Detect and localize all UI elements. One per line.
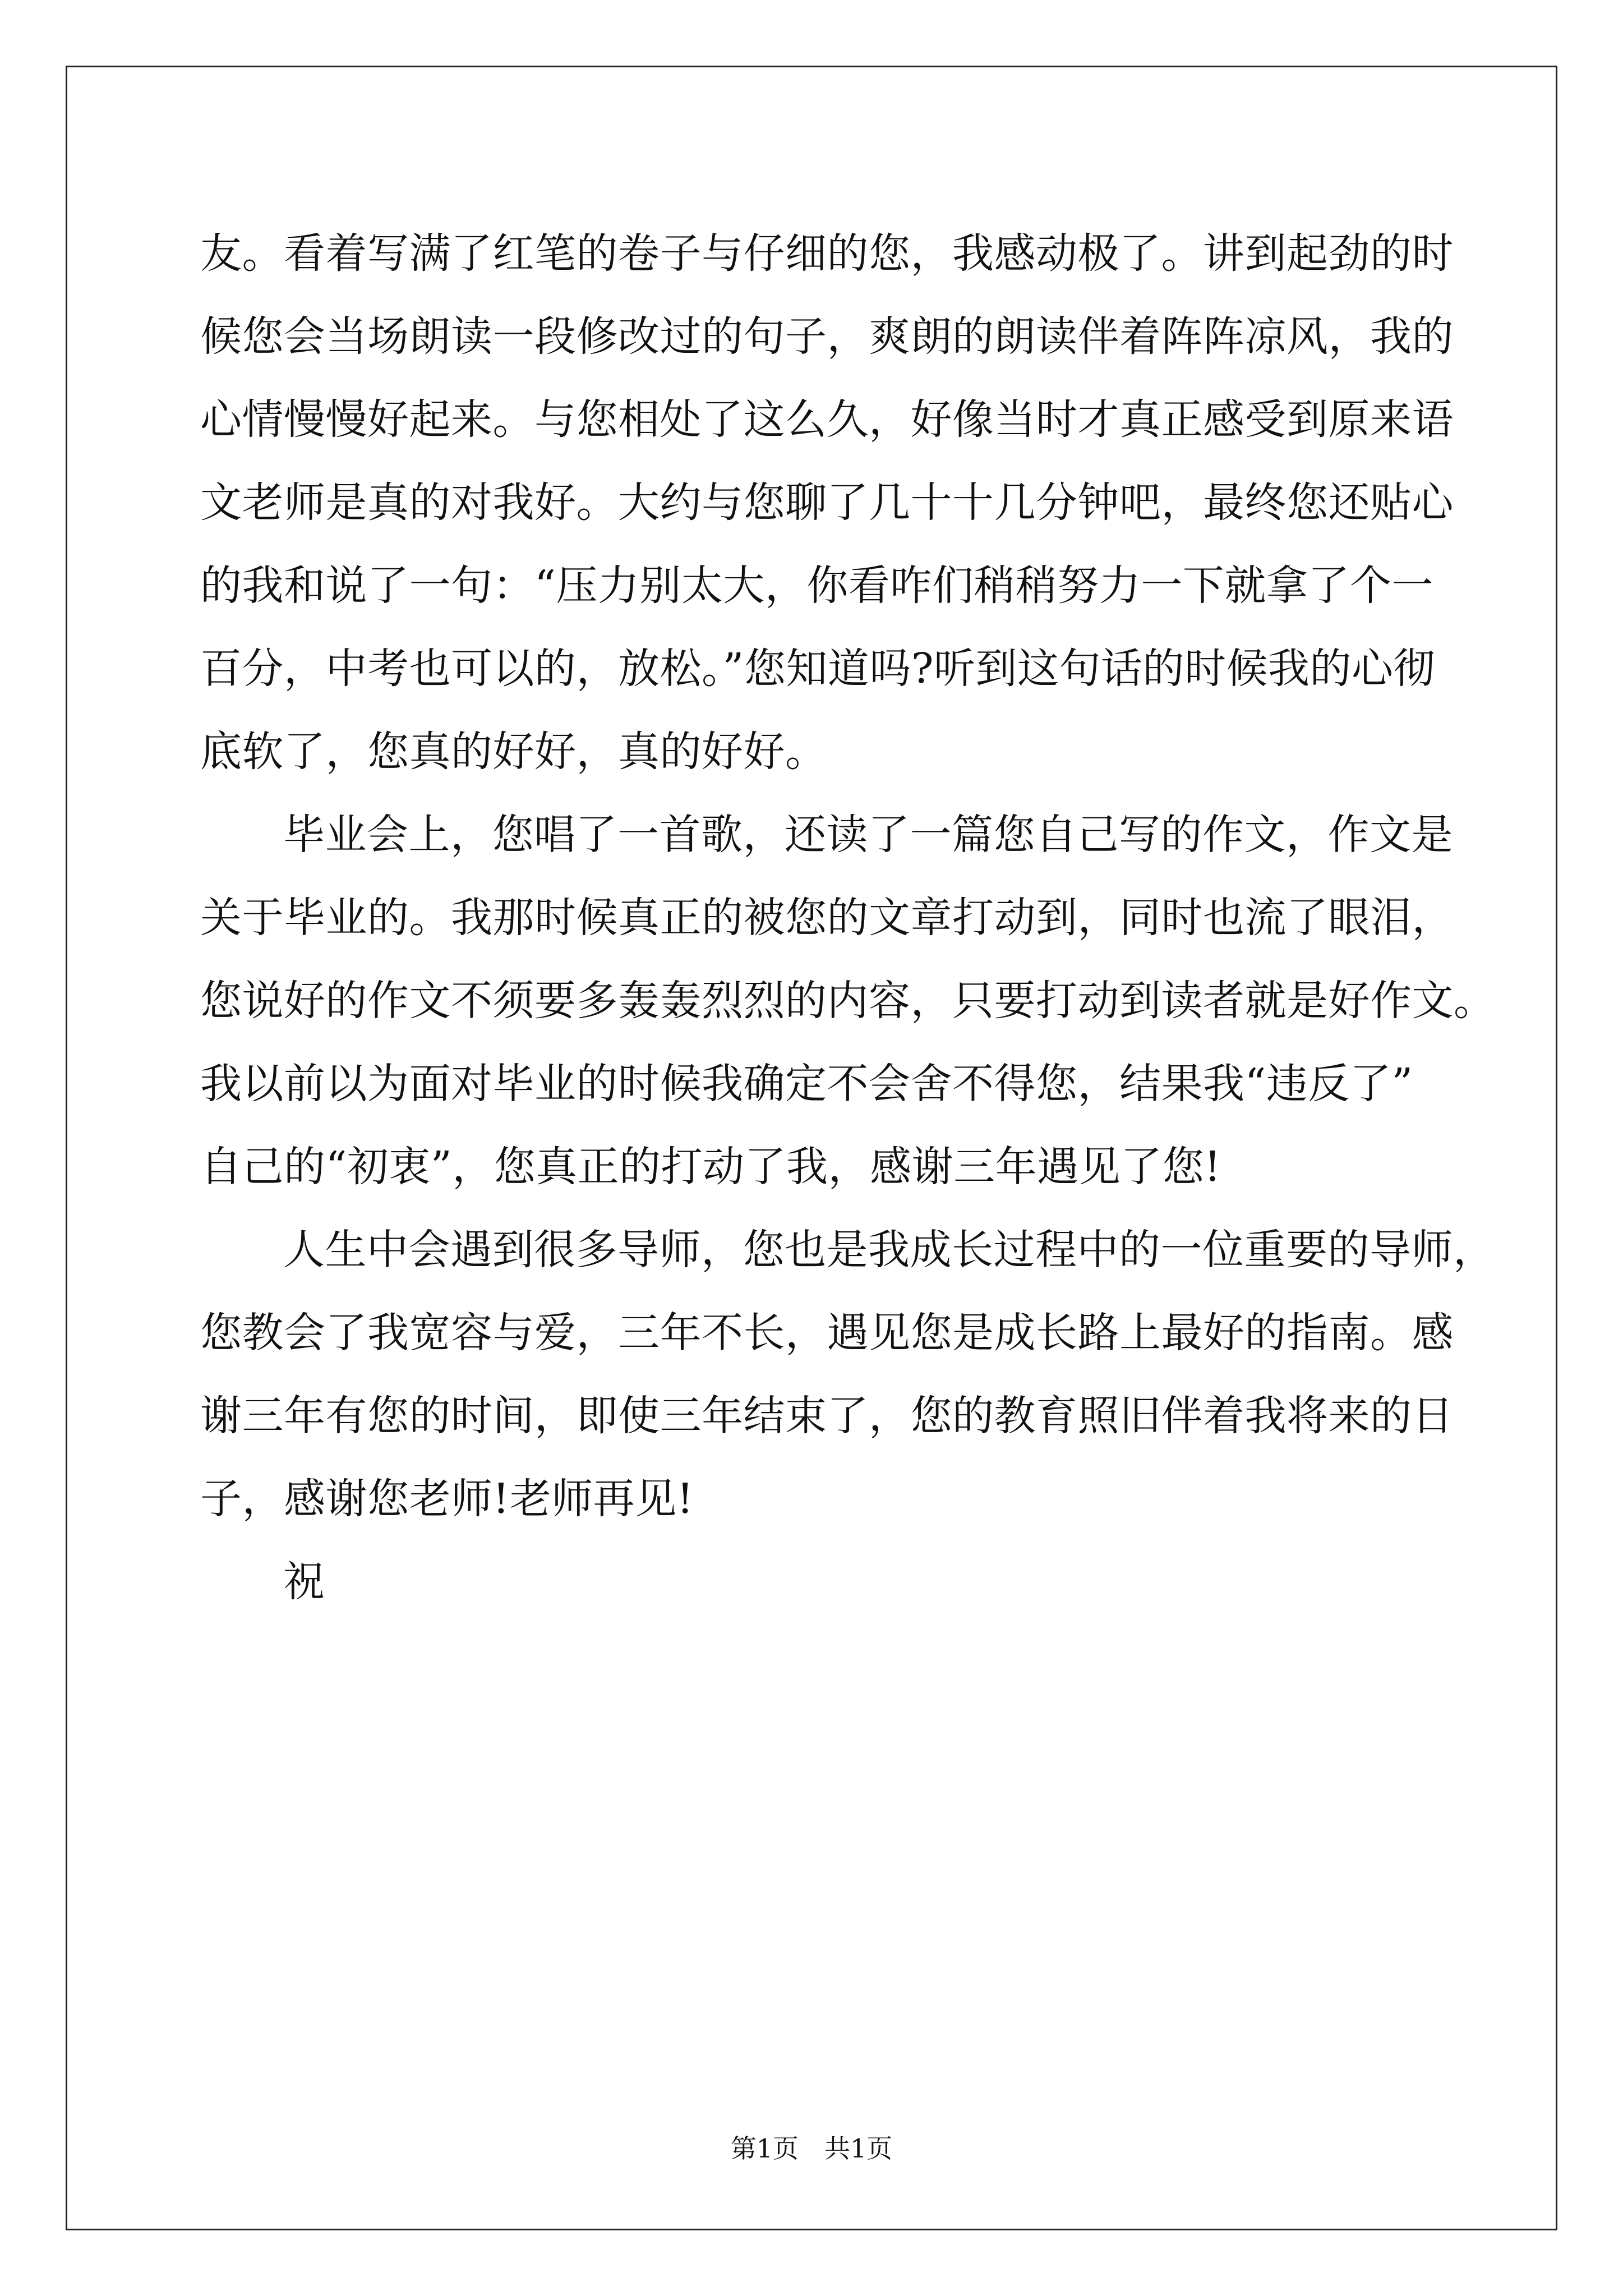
text-line: 自己的“初衷”，您真正的打动了我，感谢三年遇见了您!	[200, 1143, 1221, 1191]
text-line: 底软了，您真的好好，真的好好。	[200, 728, 827, 776]
paragraph-start-line: 毕业会上，您唱了一首歌，还读了一篇您自己写的作文，作文是	[283, 811, 1453, 859]
paragraph-start-line: 人生中会遇到很多导师，您也是我成长过程中的一位重要的导师，	[283, 1226, 1495, 1274]
text-line: 百分，中考也可以的，放松。”您知道吗?听到这句话的时候我的心彻	[200, 645, 1436, 693]
text-line: 关于毕业的。我那时候真正的被您的文章打动到，同时也流了眼泪，	[200, 894, 1454, 942]
document-body	[200, 212, 1496, 1623]
text-line: 您教会了我宽容与爱，三年不长，遇见您是成长路上最好的指南。感	[200, 1309, 1454, 1357]
text-line: 子，感谢您老师!老师再见!	[200, 1475, 694, 1523]
text-line: 的我和说了一句：“压力别太大，你看咋们稍稍努力一下就拿了个一	[200, 562, 1433, 610]
text-line: 文老师是真的对我好。大约与您聊了几十十几分钟吧，最终您还贴心	[200, 478, 1454, 527]
text-line: 心情慢慢好起来。与您相处了这么久，好像当时才真正感受到原来语	[200, 395, 1454, 444]
page-number-footer: 第1页 共1页	[730, 2133, 893, 2164]
text-line: 您说好的作文不须要多轰轰烈烈的内容，只要打动到读者就是好作文。	[200, 977, 1496, 1025]
text-line: 我以前以为面对毕业的时候我确定不会舍不得您，结果我“违反了”	[200, 1060, 1413, 1108]
closing-salutation: 祝	[283, 1558, 325, 1606]
text-line: 谢三年有您的时间，即使三年结束了，您的教育照旧伴着我将来的日	[200, 1392, 1454, 1440]
text-line: 候您会当场朗读一段修改过的句子，爽朗的朗读伴着阵阵凉风，我的	[200, 312, 1454, 361]
text-line: 友。看着写满了红笔的卷子与仔细的您，我感动极了。讲到起劲的时	[200, 229, 1454, 278]
